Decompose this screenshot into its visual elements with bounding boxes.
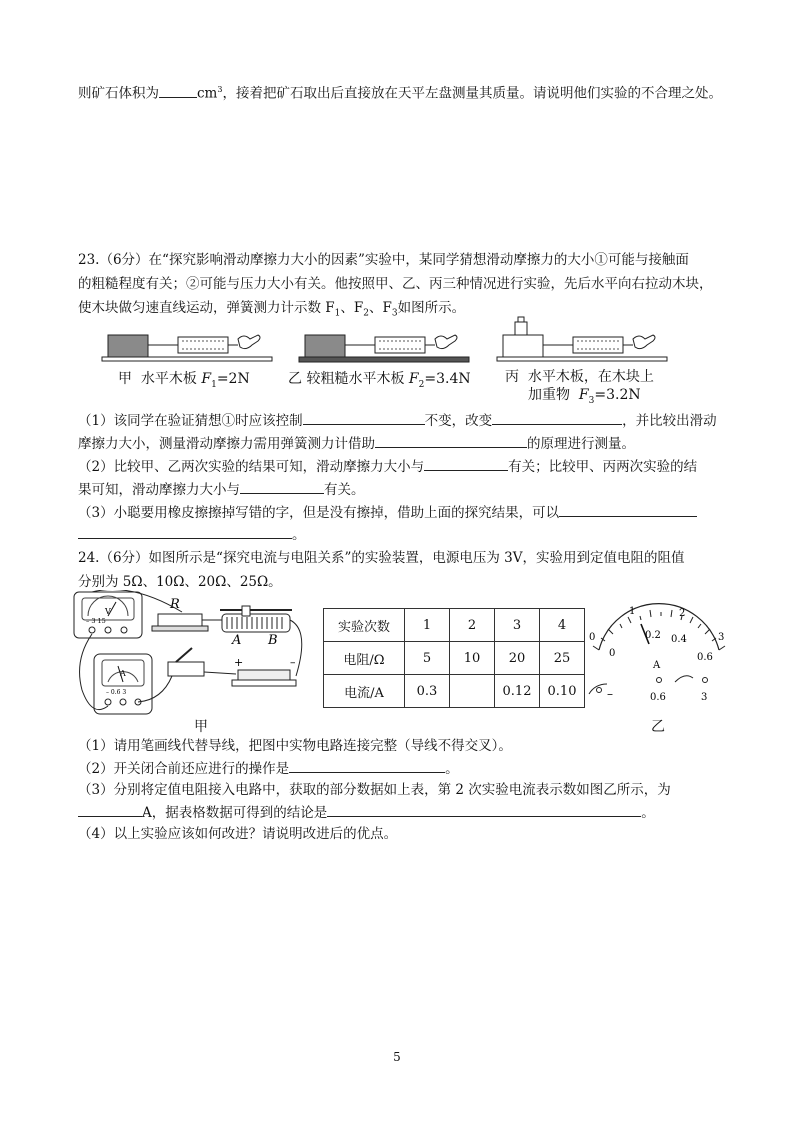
q23-part3-line2: [78, 524, 306, 545]
q24-text: A，据表格数据可得到的结论是: [142, 805, 328, 821]
sub-3: 3: [391, 308, 398, 319]
dial-unit-label: A: [653, 660, 661, 671]
force-value: =3.4N: [424, 371, 471, 387]
table-header-cell: 3: [495, 609, 540, 642]
q23-part2-line1: [78, 456, 697, 477]
fixed-resistor: [152, 614, 208, 631]
q23-text: （1）该同学在验证猜想①时应该控制: [78, 413, 303, 429]
q23-text: （2）比较甲、乙两次实验的结果可知，滑动摩擦力大小与: [78, 459, 425, 475]
force-symbol: F: [578, 387, 589, 403]
ammeter-letter: A: [120, 669, 126, 678]
q23-part2-line2: [78, 479, 365, 500]
table-cell: 电流/A: [324, 675, 405, 708]
friction-figure-yi: [297, 325, 472, 365]
force-sub: 3: [588, 395, 595, 406]
q23-blank-eraser-cont[interactable]: [78, 524, 292, 539]
table-cell: 0.3: [405, 675, 450, 708]
prev-question-text-a: 则矿石体积为: [78, 85, 159, 102]
dial-big-label: 1: [629, 606, 636, 617]
table-cell: 10: [450, 642, 495, 675]
q23-stem-line3: [78, 298, 465, 324]
q24-part2: [78, 758, 459, 779]
q23-part1-line2: [78, 433, 635, 454]
table-row: [324, 675, 585, 708]
dial-terminal-minus: –: [607, 687, 613, 701]
dial-small-label: 0.4: [671, 634, 687, 645]
q24-blank-conclusion[interactable]: [327, 802, 641, 817]
circuit-figure-label: 甲: [194, 719, 208, 735]
q24-blank-current[interactable]: [78, 802, 142, 817]
q23-stem-text: 使木块做匀速直线运动，弹簧测力计示数 F: [78, 300, 335, 316]
table-row: [324, 609, 585, 642]
ammeter: [94, 654, 152, 714]
dial-small-label: 0: [609, 648, 616, 659]
resistor-label: R: [170, 597, 180, 612]
q23-blank-control[interactable]: [303, 410, 425, 425]
q23-text: 不变，改变: [424, 413, 493, 429]
q24-stem-line2: 分别为 5Ω、10Ω、20Ω、25Ω。: [78, 574, 282, 590]
unit-cm: cm: [197, 85, 218, 102]
caption-name: 甲: [118, 371, 132, 387]
dial-big-label: 0: [589, 632, 596, 643]
svg-text:–: –: [290, 656, 296, 669]
table-cell: 0.12: [495, 675, 540, 708]
force-symbol: F: [408, 371, 419, 387]
prev-question-line: [78, 80, 722, 104]
dial-small-label: 0.6: [697, 652, 713, 663]
caption-name: 乙: [288, 371, 302, 387]
rheostat-terminal-b: B: [268, 633, 278, 648]
dial-terminal-06: 0.6: [650, 692, 666, 703]
page-number: 5: [393, 1050, 401, 1064]
circuit-figure: [72, 590, 312, 720]
q23-blank-factor2[interactable]: [240, 479, 324, 494]
fig-yi-caption: [288, 368, 471, 390]
q23-part3-line1: [78, 502, 697, 523]
dial-terminal-3: 3: [701, 692, 708, 703]
table-header-cell: 1: [405, 609, 450, 642]
q23-stem-line1: 23.（6分）在“探究影响滑动摩擦力大小的因素”实验中，某同学猜想滑动摩擦力的大小①可能与接触面: [78, 252, 689, 268]
q24-blank-operation[interactable]: [289, 758, 445, 773]
table-cell: [450, 675, 495, 708]
q23-stem-text: 、F: [340, 300, 364, 316]
q24-part3-line1: （3）分别将定值电阻接入电路中，获取的部分数据如上表，第 2 次实验电流表示数如图乙所示，为: [78, 782, 671, 798]
voltmeter-terminals: – 3 15: [86, 617, 106, 625]
q23-text: 果可知，滑动摩擦力大小与: [78, 482, 240, 498]
caption-desc: 水平木板，在木块上: [527, 369, 654, 385]
q23-text: 有关。: [324, 482, 365, 498]
q23-text: 摩擦力大小，测量滑动摩擦力需用弹簧测力计借助: [78, 436, 375, 452]
sub-2: 2: [363, 308, 370, 319]
fig-bing-caption-line2: [528, 384, 641, 406]
table-header-cell: 实验次数: [324, 609, 405, 642]
dial-big-label: 2: [679, 608, 686, 619]
table-cell: 0.10: [540, 675, 585, 708]
force-symbol: F: [201, 371, 212, 387]
caption-name: 丙: [505, 369, 519, 385]
q23-stem-line2: 的粗糙程度有关；②可能与压力大小有关。他按照甲、乙、丙三种情况进行实验，先后水平向右拉动木块，: [78, 276, 713, 292]
unit-exponent: 3: [217, 85, 223, 94]
dial-big-label: 3: [718, 632, 725, 643]
ammeter-dial: [585, 602, 730, 712]
table-cell: 5: [405, 642, 450, 675]
q23-text: 有关；比较甲、丙两次实验的结: [508, 459, 698, 475]
switch: [168, 648, 204, 676]
caption-desc: 水平木板: [140, 371, 197, 387]
battery: [232, 656, 296, 686]
q24-text: 。: [445, 761, 459, 777]
q23-text: 。: [292, 527, 306, 543]
table-row: [324, 642, 585, 675]
friction-figure-jia: [100, 325, 275, 365]
q23-blank-principle[interactable]: [375, 433, 527, 448]
svg-text:+: +: [234, 656, 244, 669]
q23-blank-change[interactable]: [492, 410, 622, 425]
q23-blank-eraser[interactable]: [559, 502, 697, 517]
q24-part4: （4）以上实验应该如何改进？请说明改进后的优点。: [78, 826, 398, 842]
table-cell: 20: [495, 642, 540, 675]
table-header-cell: 4: [540, 609, 585, 642]
q24-stem-line1: 24.（6分）如图所示是“探究电流与电阻关系”的实验装置，电源电压为 3V，实验用到定值电阻的阻值: [78, 550, 685, 566]
rheostat-terminal-a: A: [232, 633, 242, 648]
q24-part3-line2: [78, 802, 655, 823]
q23-part1-line1: [78, 410, 717, 431]
table-cell: 电阻/Ω: [324, 642, 405, 675]
force-sub: 1: [211, 379, 217, 390]
q23-blank-factor1[interactable]: [424, 456, 508, 471]
q23-stem-text: 、F: [369, 300, 392, 316]
q24-text: （2）开关闭合前还应进行的操作是: [78, 761, 290, 777]
fig-jia-caption: [118, 368, 250, 390]
dial-small-label: 0.2: [645, 630, 661, 641]
voltmeter-letter: V: [105, 607, 111, 616]
friction-figure-bing: [495, 312, 670, 365]
ammeter-terminals: – 0.6 3: [106, 689, 127, 696]
q24-text: 。: [641, 805, 655, 821]
rheostat: [220, 606, 292, 632]
q24-part1: （1）请用笔画线代替导线，把图中实物电路连接完整（导线不得交叉）。: [78, 738, 512, 754]
dial-figure-label: 乙: [651, 719, 665, 735]
fig-bing-caption-line1: [505, 366, 654, 386]
q23-text: ，并比较出滑动: [622, 413, 717, 429]
volume-answer-blank[interactable]: [159, 83, 197, 98]
table-cell: 25: [540, 642, 585, 675]
prev-question-text-b: ，接着把矿石取出后直接放在天平左盘测量其质量。请说明他们实验的不合理之处。: [222, 85, 722, 102]
caption-desc: 加重物: [528, 387, 570, 403]
force-sub: 2: [418, 379, 425, 390]
experiment-data-table: [323, 608, 585, 708]
force-value: =2N: [216, 371, 250, 387]
table-header-cell: 2: [450, 609, 495, 642]
q23-text: （3）小聪要用橡皮擦擦掉写错的字，但是没有擦掉，借助上面的探究结果，可以: [78, 505, 560, 521]
caption-desc: 较粗糙水平木板: [306, 371, 405, 387]
force-value: =3.2N: [594, 387, 641, 403]
q23-text: 的原理进行测量。: [527, 436, 635, 452]
sub-1: 1: [334, 308, 341, 319]
q23-stem-text: 如图所示。: [397, 300, 466, 316]
